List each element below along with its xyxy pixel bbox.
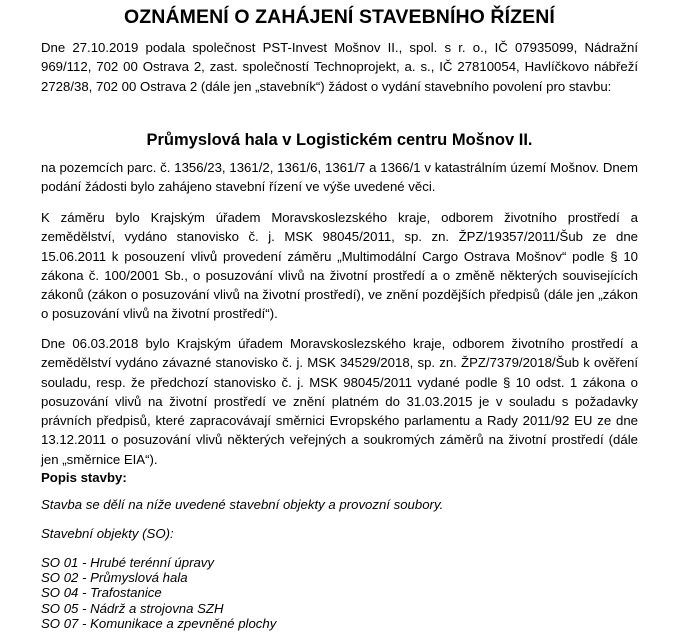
section-intro: Stavba se dělí na níže uvedené stavební objekty a provozní soubory. bbox=[41, 497, 444, 512]
objects-heading: Stavební objekty (SO): bbox=[41, 526, 174, 541]
list-item: SO 04 - Trafostanice bbox=[41, 585, 162, 601]
document-title: OZNÁMENÍ O ZAHÁJENÍ STAVEBNÍHO ŘÍZENÍ bbox=[124, 6, 555, 28]
section-heading: Popis stavby: bbox=[41, 470, 127, 485]
eia-2018-paragraph: Dne 06.03.2018 bylo Krajským úřadem Moravskoslezského kraje, odborem životního prostředí a zemědělství vydáno závazné stanovisko č. j. MSK 34529/2018, sp. zn. ŽPZ/7379/2018/Šub k ověření souladu, resp. že předchozí stanovisko č. j. MSK 98045/2011 vydané podle § 10 odst. 1 zákona o posuzování vlivů na životní prostředí ve znění platném do 31.03.2015 je v souladu s požadavky právních předpisů, které zapracovávají směrnici Evropského parlamentu a Rady 2011/92 EU ze dne 13.12.2011 o posuzování vlivů některých veřejných a soukromých záměrů na životní prostředí (dále jen „směrnice EIA“). bbox=[41, 336, 638, 467]
list-item: SO 01 - Hrubé terénní úpravy bbox=[41, 555, 214, 570]
building-objects-list bbox=[41, 555, 276, 631]
location-paragraph: na pozemcích parc. č. 1356/23, 1361/2, 1361/6, 1361/7 a 1366/1 v katastrálním území Mošnov. Dnem podání žádosti bylo zahájeno stavební řízení ve výše uvedené věci. bbox=[41, 160, 638, 195]
eia-2011-paragraph: K záměru bylo Krajským úřadem Moravskoslezského kraje, odborem životního prostředí a zemědělství, vydáno stanovisko č. j. MSK 98045/2011, sp. zn. ŽPZ/19357/2011/Šub ze dne 15.06.2011 k posouzení vlivů provedení záměru „Multimodální Cargo Ostrava Mošnov“ podle § 10 zákona č. 100/2001 Sb., o posuzování vlivů na životní prostředí a o změně některých souvisejících zákonů (zákon o posuzování vlivů na životní prostředí), ve znění pozdějších předpisů (dále jen „zákon o posuzování vlivů na životní prostředí“). bbox=[41, 210, 638, 322]
project-name: Průmyslová hala v Logistickém centru Mošnov II. bbox=[146, 131, 533, 149]
list-item: SO 02 - Průmyslová hala bbox=[41, 570, 188, 586]
list-item: SO 07 - Komunikace a zpevněné plochy bbox=[41, 615, 277, 631]
intro-paragraph: Dne 27.10.2019 podala společnost PST-Invest Mošnov II., spol. s r. o., IČ 07935099, Nádražní 969/112, 702 00 Ostrava 2, zast. společností Technoprojekt, a. s., IČ 27810054, Havlíčkovo nábřeží 2728/38, 702 00 Ostrava 2 (dále jen „stavebník“) žádost o vydání stavebního povolení pro stavbu: bbox=[41, 40, 638, 94]
list-item: SO 05 - Nádrž a strojovna SZH bbox=[41, 600, 224, 616]
